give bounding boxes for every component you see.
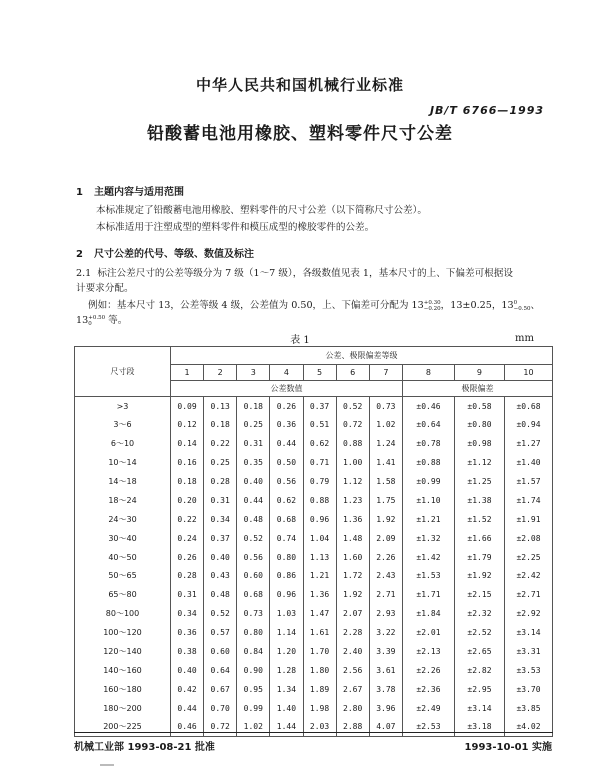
size-range-cell: 200～225: [75, 718, 171, 737]
tolerance-cell: 2.80: [336, 699, 369, 718]
tolerance-cell: 0.60: [204, 642, 237, 661]
size-range-cell: 40～50: [75, 548, 171, 567]
tolerance-cell: 0.26: [171, 548, 204, 567]
example-lower-1: −0.20: [423, 305, 441, 312]
tolerance-cell: 0.62: [303, 434, 336, 453]
table-row: [75, 434, 553, 453]
deviation-cell: ±1.66: [454, 529, 504, 548]
table-row: [75, 491, 553, 510]
effective-date: 1993-10-01 实施: [464, 742, 552, 753]
tolerance-cell: 0.90: [237, 661, 270, 680]
grade-header: 7: [369, 365, 402, 381]
tolerance-cell: 0.68: [270, 510, 303, 529]
deviation-cell: ±1.42: [402, 548, 454, 567]
section-1-title: 主题内容与适用范围: [94, 187, 184, 198]
tolerance-cell: 0.73: [369, 397, 402, 416]
deviation-cell: ±2.65: [454, 642, 504, 661]
example-lower-2: −0.50: [513, 305, 531, 312]
clause-2-1-number: 2.1: [76, 268, 92, 279]
deviation-cell: ±1.74: [504, 491, 552, 510]
tolerance-cell: 0.18: [204, 415, 237, 434]
tolerance-value-header: 公差数值: [171, 381, 403, 397]
tolerance-cell: 0.64: [204, 661, 237, 680]
table-row: [75, 680, 553, 699]
table-row: [75, 415, 553, 434]
tolerance-cell: 0.99: [237, 699, 270, 718]
size-range-cell: >3: [75, 397, 171, 416]
deviation-cell: ±1.91: [504, 510, 552, 529]
size-range-cell: 14～18: [75, 472, 171, 491]
section-1-heading: [76, 183, 184, 198]
tolerance-cell: 3.39: [369, 642, 402, 661]
tolerance-cell: 0.48: [204, 585, 237, 604]
tolerance-cell: 1.58: [369, 472, 402, 491]
tolerance-cell: 1.44: [270, 718, 303, 737]
tolerance-cell: 0.31: [237, 434, 270, 453]
clause-2-1-text: 标注公差尺寸的公差等级分为 7 级（1～7 级），各级数值见表 1，基本尺寸的上、下偏差可根据设: [97, 268, 513, 279]
limit-deviation-header: 极限偏差: [402, 381, 552, 397]
tolerance-cell: 1.60: [336, 548, 369, 567]
tolerance-cell: 0.09: [171, 397, 204, 416]
tolerance-cell: 0.36: [270, 415, 303, 434]
standard-organization: 中华人民共和国机械行业标准: [195, 76, 404, 94]
tolerance-cell: 1.02: [237, 718, 270, 737]
deviation-cell: ±2.01: [402, 623, 454, 642]
tolerance-cell: 0.24: [171, 529, 204, 548]
tolerance-cell: 1.14: [270, 623, 303, 642]
tolerance-cell: 0.79: [303, 472, 336, 491]
deviation-cell: ±1.32: [402, 529, 454, 548]
table-row: [75, 585, 553, 604]
deviation-cell: ±2.49: [402, 699, 454, 718]
tolerance-cell: 0.52: [204, 604, 237, 623]
example-deviation-1: [424, 300, 441, 312]
tolerance-table: [74, 346, 553, 737]
tolerance-cell: 1.02: [369, 415, 402, 434]
size-range-cell: 180～200: [75, 699, 171, 718]
tolerance-cell: 2.09: [369, 529, 402, 548]
deviation-cell: ±1.92: [454, 567, 504, 586]
tolerance-cell: 4.07: [369, 718, 402, 737]
tolerance-cell: 0.14: [171, 434, 204, 453]
deviation-cell: ±1.10: [402, 491, 454, 510]
grade-group-header: 公差、极限偏差等级: [171, 347, 553, 365]
standard-code: JB/T 6766—1993: [429, 104, 544, 117]
tolerance-cell: 1.24: [369, 434, 402, 453]
tolerance-cell: 1.72: [336, 567, 369, 586]
tolerance-cell: 1.61: [303, 623, 336, 642]
deviation-cell: ±2.92: [504, 604, 552, 623]
tolerance-cell: 0.18: [171, 472, 204, 491]
example-deviation-2: [514, 300, 531, 312]
tolerance-cell: 1.23: [336, 491, 369, 510]
example-upper-2: 0: [513, 299, 518, 306]
tolerance-cell: 0.38: [171, 642, 204, 661]
deviation-cell: ±1.12: [454, 453, 504, 472]
tolerance-cell: 0.73: [237, 604, 270, 623]
tolerance-cell: 0.68: [237, 585, 270, 604]
deviation-cell: ±0.46: [402, 397, 454, 416]
deviation-cell: ±2.95: [454, 680, 504, 699]
tolerance-cell: 0.52: [237, 529, 270, 548]
tolerance-cell: 1.40: [270, 699, 303, 718]
tolerance-cell: 0.80: [237, 623, 270, 642]
tolerance-cell: 0.42: [171, 680, 204, 699]
tolerance-cell: 0.37: [204, 529, 237, 548]
table-row: [75, 661, 553, 680]
tolerance-cell: 0.12: [171, 415, 204, 434]
table-unit: mm: [515, 333, 534, 344]
tolerance-cell: 0.86: [270, 567, 303, 586]
tolerance-cell: 0.22: [171, 510, 204, 529]
deviation-cell: ±3.70: [504, 680, 552, 699]
tolerance-cell: 0.48: [237, 510, 270, 529]
tolerance-cell: 2.88: [336, 718, 369, 737]
tolerance-cell: 0.88: [336, 434, 369, 453]
deviation-cell: ±0.94: [504, 415, 552, 434]
deviation-cell: ±1.57: [504, 472, 552, 491]
tolerance-cell: 0.34: [171, 604, 204, 623]
deviation-cell: ±0.68: [504, 397, 552, 416]
deviation-cell: ±2.53: [402, 718, 454, 737]
tolerance-cell: 0.31: [204, 491, 237, 510]
deviation-cell: ±1.71: [402, 585, 454, 604]
size-range-cell: 160～180: [75, 680, 171, 699]
deviation-cell: ±2.71: [504, 585, 552, 604]
size-range-cell: 50～65: [75, 567, 171, 586]
table-row: [75, 699, 553, 718]
tolerance-cell: 0.31: [171, 585, 204, 604]
tolerance-cell: 0.56: [237, 548, 270, 567]
deviation-cell: ±2.52: [454, 623, 504, 642]
tolerance-cell: 2.28: [336, 623, 369, 642]
table-row: [75, 397, 553, 416]
tolerance-cell: 1.89: [303, 680, 336, 699]
size-range-cell: 18～24: [75, 491, 171, 510]
tolerance-cell: 1.75: [369, 491, 402, 510]
tolerance-cell: 0.74: [270, 529, 303, 548]
tolerance-cell: 1.13: [303, 548, 336, 567]
tolerance-cell: 0.72: [336, 415, 369, 434]
grade-header: 10: [504, 365, 552, 381]
tolerance-cell: 1.00: [336, 453, 369, 472]
deviation-cell: ±1.38: [454, 491, 504, 510]
tolerance-cell: 0.71: [303, 453, 336, 472]
tolerance-cell: 1.03: [270, 604, 303, 623]
example-part-a: 例如：基本尺寸 13，公差等级 4 级，公差值为 0.50，上、下偏差可分配为 13: [88, 300, 424, 311]
tolerance-cell: 0.40: [171, 661, 204, 680]
tolerance-cell: 0.60: [237, 567, 270, 586]
tolerance-cell: 3.61: [369, 661, 402, 680]
tolerance-cell: 2.67: [336, 680, 369, 699]
tolerance-cell: 0.62: [270, 491, 303, 510]
deviation-cell: ±2.26: [402, 661, 454, 680]
deviation-cell: ±1.40: [504, 453, 552, 472]
tolerance-cell: 1.98: [303, 699, 336, 718]
scan-mark: [100, 764, 114, 766]
tolerance-cell: 0.44: [237, 491, 270, 510]
section-1-number: 1: [76, 187, 83, 198]
deviation-cell: ±4.02: [504, 718, 552, 737]
table-row: [75, 529, 553, 548]
table-caption: 表 1: [290, 335, 310, 346]
section-1-paragraph-2: 本标准适用于注塑成型的塑料零件和模压成型的橡胶零件的公差。: [96, 222, 375, 233]
tolerance-cell: 1.20: [270, 642, 303, 661]
tolerance-cell: 0.80: [270, 548, 303, 567]
example-lower-3: 0: [88, 320, 92, 327]
example-deviation-3: [88, 315, 105, 327]
section-1-paragraph-1: 本标准规定了铅酸蓄电池用橡胶、塑料零件的尺寸公差（以下简称尺寸公差）。: [96, 205, 427, 216]
tolerance-cell: 2.40: [336, 642, 369, 661]
tolerance-cell: 1.80: [303, 661, 336, 680]
tolerance-cell: 2.56: [336, 661, 369, 680]
grade-header: 2: [204, 365, 237, 381]
table-row: [75, 718, 553, 737]
tolerance-cell: 1.41: [369, 453, 402, 472]
grade-header: 8: [402, 365, 454, 381]
tolerance-cell: 0.34: [204, 510, 237, 529]
example-text: [88, 298, 558, 313]
tolerance-cell: 0.28: [204, 472, 237, 491]
deviation-cell: ±0.64: [402, 415, 454, 434]
size-range-cell: 120～140: [75, 642, 171, 661]
tolerance-cell: 0.36: [171, 623, 204, 642]
grade-header: 5: [303, 365, 336, 381]
table-row: [75, 472, 553, 491]
tolerance-cell: 2.93: [369, 604, 402, 623]
tolerance-cell: 0.52: [336, 397, 369, 416]
tolerance-cell: 0.35: [237, 453, 270, 472]
tolerance-cell: 1.36: [303, 585, 336, 604]
example-upper-3: +0.50: [88, 314, 106, 321]
tolerance-cell: 0.72: [204, 718, 237, 737]
deviation-cell: ±2.42: [504, 567, 552, 586]
section-2-number: 2: [76, 249, 83, 260]
size-range-cell: 3～6: [75, 415, 171, 434]
tolerance-cell: 2.71: [369, 585, 402, 604]
size-range-cell: 100～120: [75, 623, 171, 642]
tolerance-cell: 1.12: [336, 472, 369, 491]
tolerance-cell: 0.25: [237, 415, 270, 434]
section-2-heading: [76, 245, 254, 260]
tolerance-cell: 0.46: [171, 718, 204, 737]
deviation-cell: ±1.84: [402, 604, 454, 623]
tolerance-cell: 1.92: [369, 510, 402, 529]
deviation-cell: ±0.80: [454, 415, 504, 434]
tolerance-cell: 1.47: [303, 604, 336, 623]
table-row: [75, 604, 553, 623]
size-range-cell: 140～160: [75, 661, 171, 680]
tolerance-cell: 1.21: [303, 567, 336, 586]
tolerance-cell: 1.48: [336, 529, 369, 548]
deviation-cell: ±3.53: [504, 661, 552, 680]
deviation-cell: ±3.14: [454, 699, 504, 718]
example-upper-1: +0.30: [423, 299, 441, 306]
tolerance-cell: 0.67: [204, 680, 237, 699]
deviation-cell: ±3.14: [504, 623, 552, 642]
tolerance-cell: 1.92: [336, 585, 369, 604]
tolerance-cell: 0.44: [270, 434, 303, 453]
deviation-cell: ±3.18: [454, 718, 504, 737]
deviation-cell: ±0.58: [454, 397, 504, 416]
tolerance-cell: 0.20: [171, 491, 204, 510]
grade-header: 3: [237, 365, 270, 381]
deviation-cell: ±2.32: [454, 604, 504, 623]
tolerance-cell: 1.36: [336, 510, 369, 529]
grade-header: 1: [171, 365, 204, 381]
deviation-cell: ±0.99: [402, 472, 454, 491]
tolerance-cell: 2.07: [336, 604, 369, 623]
tolerance-cell: 3.22: [369, 623, 402, 642]
table-row: [75, 510, 553, 529]
deviation-cell: ±2.13: [402, 642, 454, 661]
size-range-cell: 65～80: [75, 585, 171, 604]
tolerance-cell: 0.40: [237, 472, 270, 491]
tolerance-cell: 0.26: [270, 397, 303, 416]
deviation-cell: ±1.27: [504, 434, 552, 453]
tolerance-cell: 0.96: [303, 510, 336, 529]
tolerance-cell: 1.70: [303, 642, 336, 661]
clause-2-1: [76, 266, 556, 281]
tolerance-cell: 0.70: [204, 699, 237, 718]
deviation-cell: ±0.88: [402, 453, 454, 472]
size-range-cell: 24～30: [75, 510, 171, 529]
deviation-cell: ±0.98: [454, 434, 504, 453]
document-title: 铅酸蓄电池用橡胶、塑料零件尺寸公差: [147, 124, 453, 144]
tolerance-cell: 2.43: [369, 567, 402, 586]
deviation-cell: ±2.25: [504, 548, 552, 567]
tolerance-cell: 0.51: [303, 415, 336, 434]
deviation-cell: ±3.85: [504, 699, 552, 718]
size-range-header: 尺寸段: [75, 347, 171, 397]
tolerance-cell: 0.13: [204, 397, 237, 416]
table-row: [75, 453, 553, 472]
tolerance-cell: 0.16: [171, 453, 204, 472]
deviation-cell: ±2.36: [402, 680, 454, 699]
tolerance-cell: 3.78: [369, 680, 402, 699]
example-part-c: 、: [530, 300, 541, 311]
grade-header: 6: [336, 365, 369, 381]
example-text-continuation: [76, 313, 127, 328]
tolerance-cell: 2.03: [303, 718, 336, 737]
tolerance-cell: 0.96: [270, 585, 303, 604]
size-range-cell: 80～100: [75, 604, 171, 623]
table-row: [75, 623, 553, 642]
tolerance-cell: 0.28: [171, 567, 204, 586]
tolerance-cell: 0.57: [204, 623, 237, 642]
tolerance-cell: 2.26: [369, 548, 402, 567]
table-row: [75, 567, 553, 586]
tolerance-cell: 0.18: [237, 397, 270, 416]
tolerance-cell: 0.84: [237, 642, 270, 661]
tolerance-cell: 0.22: [204, 434, 237, 453]
table-row: [75, 548, 553, 567]
tolerance-cell: 1.34: [270, 680, 303, 699]
tolerance-cell: 0.40: [204, 548, 237, 567]
tolerance-cell: 0.25: [204, 453, 237, 472]
tolerance-cell: 0.50: [270, 453, 303, 472]
approval-date: 机械工业部 1993-08-21 批准: [74, 742, 215, 753]
example-part-b: ，13±0.25，13: [440, 300, 514, 311]
tolerance-cell: 3.96: [369, 699, 402, 718]
tolerance-cell: 0.37: [303, 397, 336, 416]
deviation-cell: ±1.21: [402, 510, 454, 529]
tolerance-cell: 0.95: [237, 680, 270, 699]
size-range-cell: 6～10: [75, 434, 171, 453]
deviation-cell: ±1.53: [402, 567, 454, 586]
table-row: [75, 642, 553, 661]
tolerance-cell: 1.04: [303, 529, 336, 548]
section-2-title: 尺寸公差的代号、等级、数值及标注: [94, 249, 254, 260]
deviation-cell: ±2.08: [504, 529, 552, 548]
grade-header: 4: [270, 365, 303, 381]
size-range-cell: 10～14: [75, 453, 171, 472]
deviation-cell: ±2.82: [454, 661, 504, 680]
example-part-e: 等。: [105, 315, 128, 326]
deviation-cell: ±2.15: [454, 585, 504, 604]
deviation-cell: ±1.52: [454, 510, 504, 529]
tolerance-cell: 0.56: [270, 472, 303, 491]
footer-rule: [74, 732, 553, 733]
tolerance-cell: 0.44: [171, 699, 204, 718]
tolerance-cell: 0.88: [303, 491, 336, 510]
clause-2-1-continuation: 计要求分配。: [76, 283, 134, 294]
tolerance-cell: 0.43: [204, 567, 237, 586]
deviation-cell: ±1.25: [454, 472, 504, 491]
tolerance-cell: 1.28: [270, 661, 303, 680]
deviation-cell: ±3.31: [504, 642, 552, 661]
grade-header: 9: [454, 365, 504, 381]
size-range-cell: 30～40: [75, 529, 171, 548]
deviation-cell: ±0.78: [402, 434, 454, 453]
example-part-d: 13: [76, 315, 89, 326]
deviation-cell: ±1.79: [454, 548, 504, 567]
